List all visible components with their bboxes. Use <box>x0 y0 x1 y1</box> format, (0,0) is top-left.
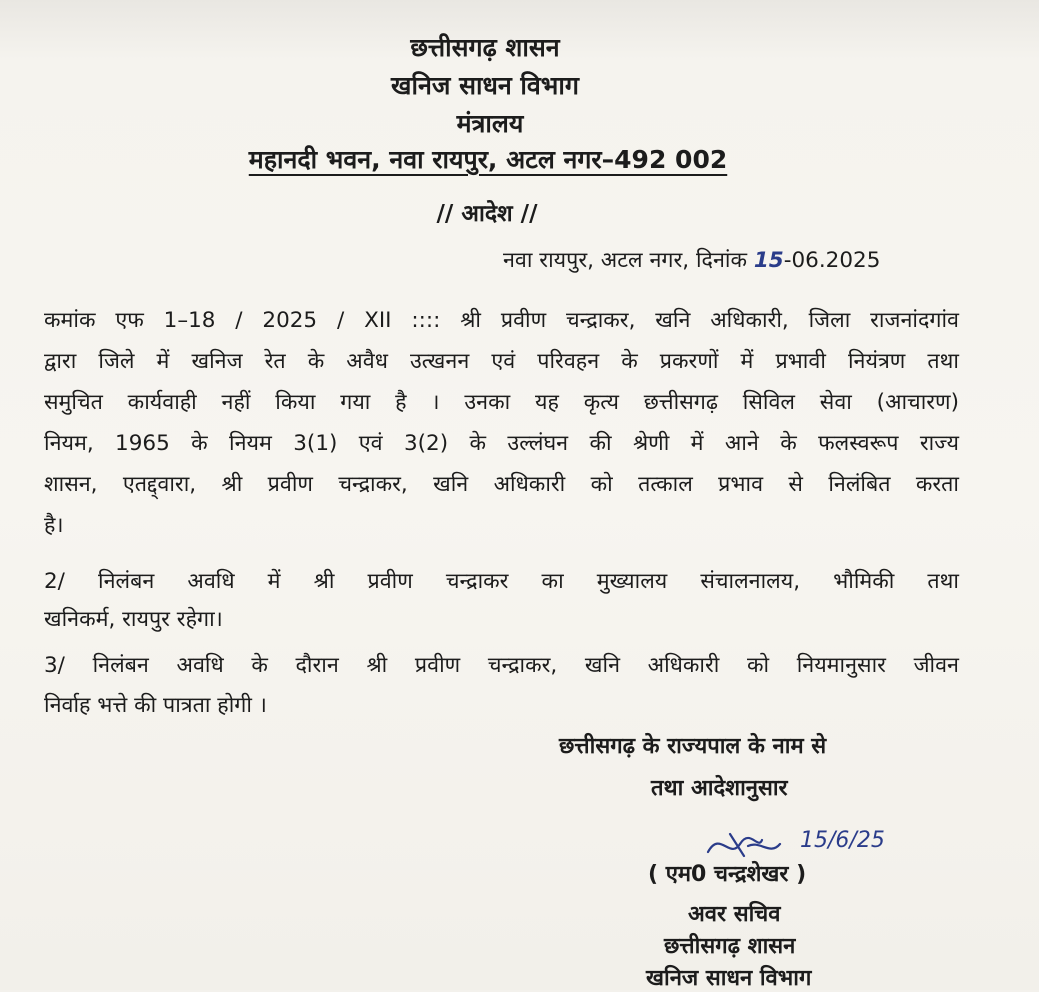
paragraph3-line: निर्वाह भत्ते की पात्रता होगी । <box>44 693 267 718</box>
date-suffix: -06.2025 <box>783 248 881 273</box>
order-date <box>503 245 880 274</box>
signatory-name: ( एम0 चन्द्रशेखर ) <box>648 862 807 887</box>
paragraph3-line: 3/ निलंबन अवधि के दौरान श्री प्रवीण चन्द्राकर, खनि अधिकारी को नियमानुसार जीवन <box>44 653 959 678</box>
paragraph1-line: द्वारा जिले में खनिज रेत के अवैध उत्खनन एवं परिवहन के प्रकरणों में प्रभावी नियंत्रण तथा <box>44 349 959 374</box>
paragraph1-line: समुचित कार्यवाही नहीं किया गया है । उनका यह कृत्य छत्तीसगढ़ सिविल सेवा (आचारण) <box>44 390 959 415</box>
header-government: छत्तीसगढ़ शासन <box>410 33 560 62</box>
signature-authority: छत्तीसगढ़ के राज्यपाल के नाम से <box>559 734 827 759</box>
paragraph1-line: कमांक एफ 1–18 / 2025 / XII :::: श्री प्रवीण चन्द्राकर, खनि अधिकारी, जिला राजनांदगांव <box>44 308 959 333</box>
paragraph2-line: 2/ निलंबन अवधि में श्री प्रवीण चन्द्राकर का मुख्यालय संचालनालय, भौमिकी तथा <box>44 569 959 594</box>
date-prefix: नवा रायपुर, अटल नगर, दिनांक <box>503 248 754 273</box>
header-department: खनिज साधन विभाग <box>391 71 579 100</box>
signatory-department: खनिज साधन विभाग <box>646 966 812 991</box>
signature-date: 15/6/25 <box>800 828 885 853</box>
order-title: // आदेश // <box>436 201 538 227</box>
paragraph1-line: है। <box>44 513 64 538</box>
handwritten-day: 15 <box>753 248 784 273</box>
header-ministry: मंत्रालय <box>456 109 524 138</box>
paragraph1-line: शासन, एतद्द्वारा, श्री प्रवीण चन्द्राकर, खनि अधिकारी को तत्काल प्रभाव से निलंबित करता <box>44 472 959 497</box>
paragraph2-line: खनिकर्म, रायपुर रहेगा। <box>44 607 223 632</box>
signatory-government: छत्तीसगढ़ शासन <box>664 934 796 959</box>
signature-order-clause: तथा आदेशानुसार <box>651 776 788 801</box>
paragraph1-line: नियम, 1965 के नियम 3(1) एवं 3(2) के उल्लंघन की श्रेणी में आने के फलस्वरूप राज्य <box>44 431 959 456</box>
header-address: महानदी भवन, नवा रायपुर, अटल नगर–492 002 <box>248 145 728 174</box>
signatory-designation: अवर सचिव <box>688 902 781 927</box>
